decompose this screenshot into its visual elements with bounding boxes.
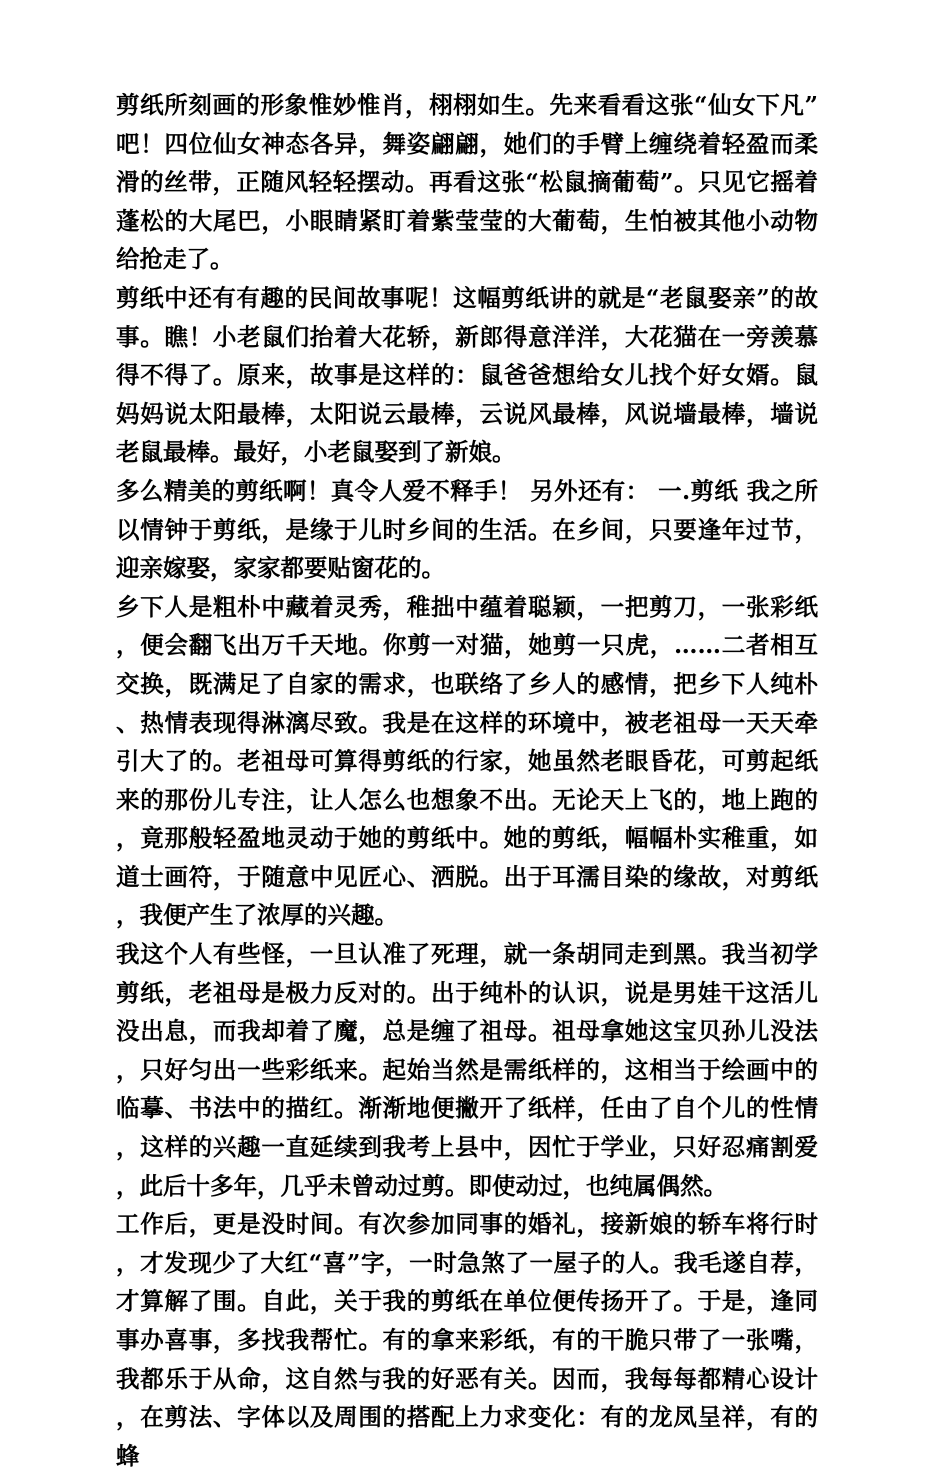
paragraph-after-work: 工作后，更是没时间。有次参加同事的婚礼，接新娘的轿车将行时，才发现少了大红“喜”字，一时急煞了一屋子的人。我毛遂自荐，才算解了围。自此，关于我的剪纸在单位便传扬开了。于是，逢同事办喜事，多找我帮忙。有的拿来彩纸，有的干脆只带了一张嘴，我都乐于从命，这自然与我的好恶有关。因而，我每每都精心设计，在剪法、字体以及周围的搭配上力求变化：有的龙凤呈祥，有的蜂 xyxy=(116,1210,818,1470)
paragraph-paper-cut-images: 剪纸所刻画的形象惟妙惟肖，栩栩如生。先来看看这张“仙女下凡”吧！四位仙女神态各异，舞姿翩翩，她们的手臂上缠绕着轻盈而柔滑的丝带，正随风轻轻摆动。再看这张“松鼠摘葡萄”。只见它摇着蓬松的大尾巴，小眼睛紧盯着紫莹莹的大葡萄，生怕被其他小动物给抢走了。 xyxy=(116,91,818,274)
paragraph-village-life: 乡下人是粗朴中藏着灵秀，稚拙中蕴着聪颖，一把剪刀，一张彩纸，便会翻飞出万千天地。你剪一对猫，她剪一只虎，……二者相互交换，既满足了自家的需求，也联络了乡人的感情，把乡下人纯朴、热情表现得淋漓尽致。我是在这样的环境中，被老祖母一天天牵引大了的。老祖母可算得剪纸的行家，她虽然老眼昏花，可剪起纸来的那份儿专注，让人怎么也想象不出。无论天上飞的，地上跑的，竟那般轻盈地灵动于她的剪纸中。她的剪纸，幅幅朴实稚重，如道士画符，于随意中见匠心、洒脱。出于耳濡目染的缘故，对剪纸，我便产生了浓厚的兴趣。 xyxy=(116,592,818,930)
paragraph-learning-paper-cut: 我这个人有些怪，一旦认准了死理，就一条胡同走到黑。我当初学剪纸，老祖母是极力反对的。出于纯朴的认识，说是男娃干这活儿没出息，而我却着了魔，总是缠了祖母。祖母拿她这宝贝孙儿没法，只好匀出一些彩纸来。起始当然是需纸样的，这相当于绘画中的临摹、书法中的描红。渐渐地便撇开了纸样，任由了自个儿的性情，这样的兴趣一直延续到我考上县中，因忙于学业，只好忍痛割爱，此后十多年，几乎未曾动过剪。即使动过，也纯属偶然。 xyxy=(116,940,818,1200)
paragraph-mouse-wedding: 剪纸中还有有趣的民间故事呢！这幅剪纸讲的就是“老鼠娶亲”的故事。瞧！小老鼠们抬着大花轿，新郎得意洋洋，大花猫在一旁羡慕得不得了。原来，故事是这样的：鼠爸爸想给女儿找个好女婿。鼠妈妈说太阳最棒，太阳说云最棒，云说风最棒，风说墙最棒，墙说老鼠最棒。最好，小老鼠娶到了新娘。 xyxy=(116,283,818,467)
document-body xyxy=(116,86,818,1475)
paragraph-love-of-paper-cut: 多么精美的剪纸啊！真令人爱不释手！ 另外还有： 一.剪纸 我之所以情钟于剪纸，是缘于儿时乡间的生活。在乡间，只要逢年过节，迎亲嫁娶，家家都要贴窗花的。 xyxy=(116,476,818,583)
